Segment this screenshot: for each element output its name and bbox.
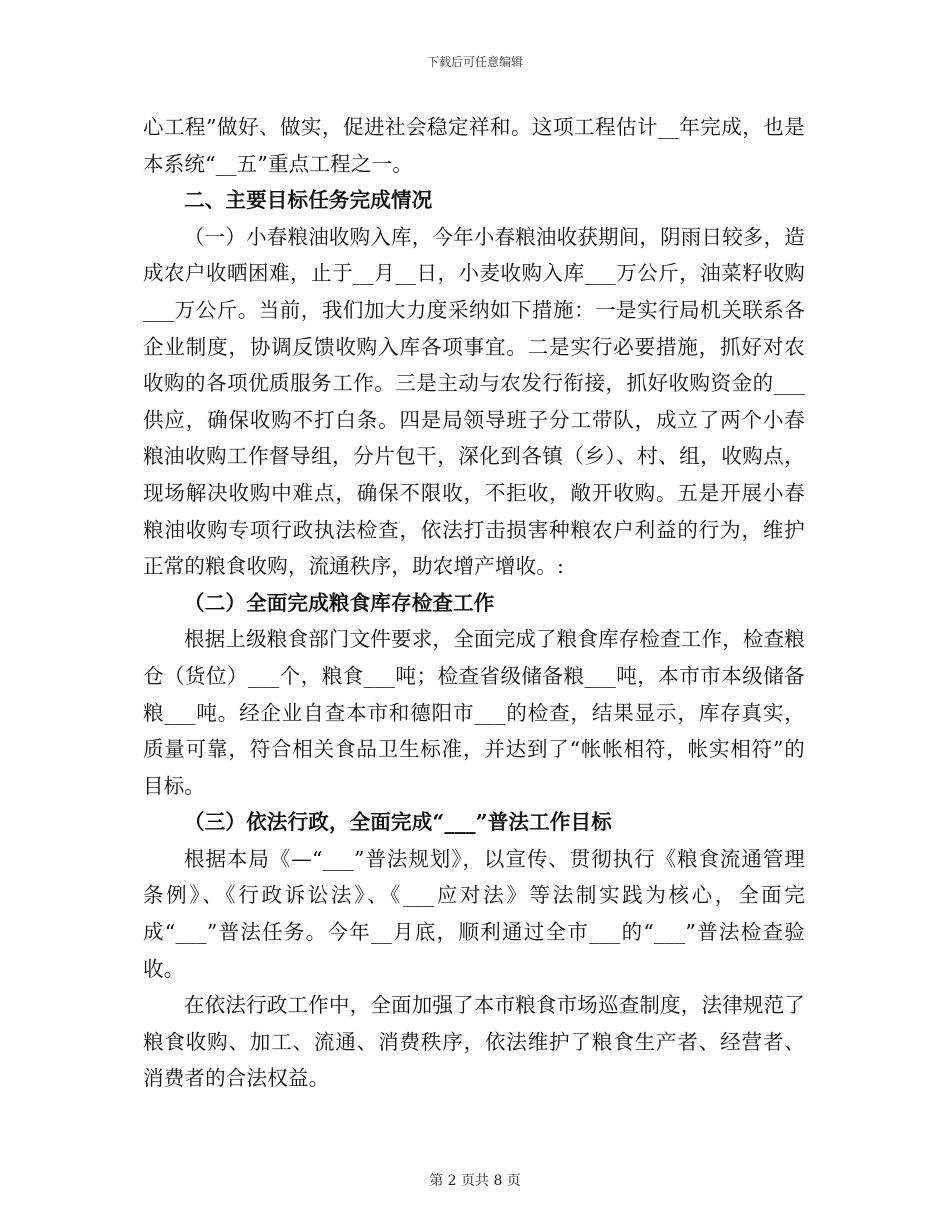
paragraph: 在依法行政工作中，全面加强了本市粮食市场巡查制度，法律规范了粮食收购、加工、流通、消费秩序，依法维护了粮食生产者、经营者、消费者的合法权益。 (143, 993, 805, 1091)
paragraph: 根据上级粮食部门文件要求，全面完成了粮食库存检查工作，检查粮仓（货位）___个，粮食___吨；检查省级储备粮___吨，本市市本级储备粮___吨。经企业自查本市和德阳市___的检查，结果显示，库存真实，质量可靠，符合相关食品卫生标准，并达到了“帐帐相符，帐实相符”的目标。 (143, 627, 805, 798)
section-heading: 二、主要目标任务完成情况 (184, 188, 433, 213)
paragraph: 根据本局《—“___”普法规划》，以宣传、贯彻执行《粮食流通管理条例》、《行政诉讼法》、《___应对法》等法制实践为核心，全面完成“___”普法任务。今年__月底，顺利通过全市___的“___”普法检查验收。 (143, 846, 805, 981)
document-body (143, 109, 805, 1097)
section-heading: （三）依法行政，全面完成“___”普法工作目标 (184, 810, 612, 835)
page-footer: 第 2 页共 8 页 (429, 1173, 521, 1189)
section-heading: （二）全面完成粮食库存检查工作 (184, 590, 495, 615)
page-header: 下载后可任意编辑 (426, 55, 523, 69)
paragraph: 心工程”做好、做实，促进社会稳定祥和。这项工程估计__年完成，也是本系统“__五”重点工程之一。 (143, 115, 805, 176)
paragraph: （一）小春粮油收购入库，今年小春粮油收获期间，阴雨日较多，造成农户收晒困难，止于__月__日，小麦收购入库___万公斤，油菜籽收购___万公斤。当前，我们加大力度采纳如下措施：一是实行局机关联系各企业制度，协调反馈收购入库各项事宜。二是实行必要措施，抓好对农收购的各项优质服务工作。三是主动与农发行衔接，抓好收购资金的___供应，确保收购不打白条。四是局领导班子分工带队，成立了两个小春粮油收购工作督导组，分片包干，深化到各镇（乡）、村、组，收购点，现场解决收购中难点，确保不限收，不拒收，敞开收购。五是开展小春粮油收购专项行政执法检查，依法打击损害种粮农户利益的行为，维护正常的粮食收购，流通秩序，助农增产增收。: (143, 224, 805, 579)
